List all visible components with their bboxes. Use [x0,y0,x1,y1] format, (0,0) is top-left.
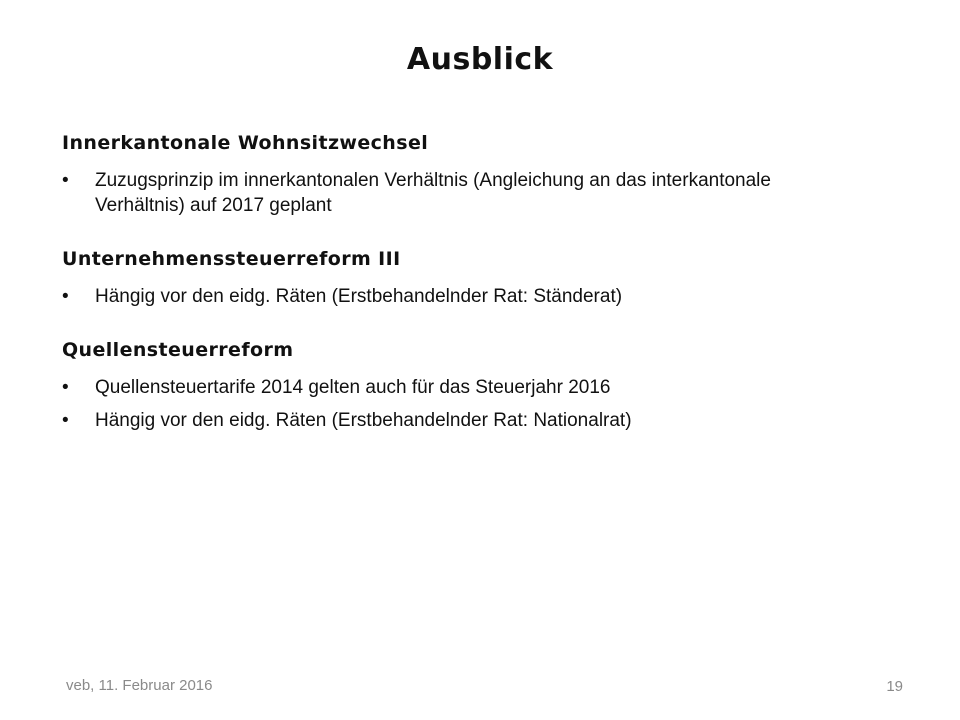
section-heading: Unternehmenssteuerreform III [62,248,401,270]
section-quellensteuerreform [62,335,822,433]
bullet-icon: • [62,377,69,398]
bullet-icon: • [62,410,69,431]
slide-title: Ausblick [406,42,554,77]
bullet-list [62,168,822,218]
bullet-item [62,168,822,218]
bullet-text: Zuzugsprinzip im innerkantonalen Verhältnis (Angleichung an das interkantonale Verhältnis) auf 2017 geplant [95,170,771,216]
page-number: 19 [886,678,903,695]
bullet-text: Hängig vor den eidg. Räten (Erstbehandelnder Rat: Nationalrat) [95,410,632,431]
bullet-list [62,375,822,433]
bullet-text: Quellensteuertarife 2014 gelten auch für das Steuerjahr 2016 [95,377,611,398]
section-heading: Innerkantonale Wohnsitzwechsel [62,132,429,154]
bullet-text: Hängig vor den eidg. Räten (Erstbehandelnder Rat: Ständerat) [95,286,623,307]
bullet-item [62,408,822,433]
bullet-item [62,284,822,309]
bullet-icon: • [62,170,69,191]
section-unternehmenssteuerreform [62,244,822,309]
bullet-item [62,375,822,400]
section-innerkantonale-wohnsitzwechsel [62,128,822,218]
footer-date: veb, 11. Februar 2016 [66,677,213,694]
section-heading: Quellensteuerreform [62,339,294,361]
slide-content [62,128,822,441]
bullet-icon: • [62,286,69,307]
bullet-list [62,284,822,309]
